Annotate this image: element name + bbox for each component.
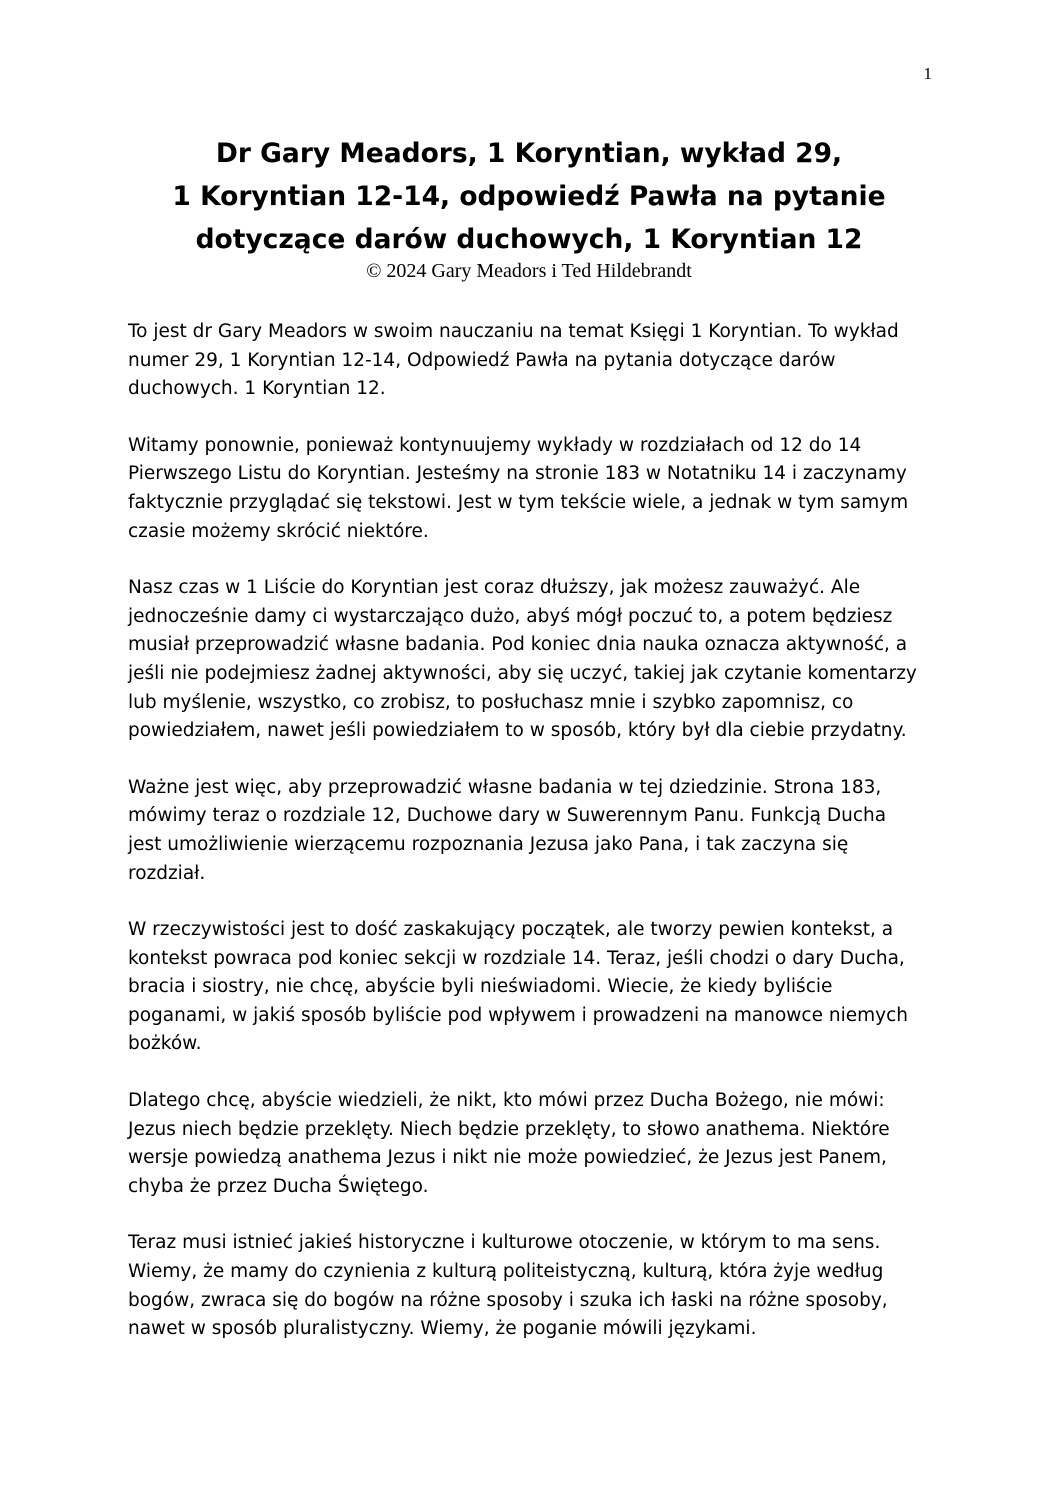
text-line: To jest dr Gary Meadors w swoim nauczaniu na temat Księgi 1 Koryntian. To wykład bbox=[128, 321, 899, 342]
text-line: bogów, zwraca się do bogów na różne sposoby i szuka ich łaski na różne sposoby, bbox=[128, 1289, 888, 1311]
text-line: Jezus niech będzie przeklęty. Niech będzie przeklęty, to słowo anathema. Niektóre bbox=[128, 1118, 890, 1140]
text-line: poganami, w jakiś sposób byliście pod wpływem i prowadzeni na manowce niemych bbox=[128, 1004, 908, 1026]
paragraph bbox=[128, 432, 928, 546]
paragraph bbox=[128, 774, 928, 888]
text-line: Wiemy, że mamy do czynienia z kulturą politeistyczną, kulturą, która żyje według bbox=[128, 1261, 884, 1283]
text-line: Nasz czas w 1 Liście do Koryntian jest coraz dłuższy, jak możesz zauważyć. Ale bbox=[128, 577, 861, 599]
document-title bbox=[100, 132, 958, 283]
text-line: mówimy teraz o rozdziale 12, Duchowe dary w Suwerennym Panu. Funkcją Ducha bbox=[128, 805, 887, 827]
text-line: Ważne jest więc, aby przeprowadzić własne badania w tej dziedzinie. Strona 183, bbox=[128, 776, 882, 798]
text-line: musiał przeprowadzić własne badania. Pod koniec dnia nauka oznacza aktywność, a bbox=[128, 634, 908, 656]
page-number: 1 bbox=[923, 64, 932, 83]
title-line: 1 Koryntian 12-14, odpowiedź Pawła na pytanie bbox=[172, 181, 886, 212]
paragraph bbox=[128, 916, 928, 1059]
text-line: numer 29, 1 Koryntian 12-14, Odpowiedź Pawła na pytania dotyczące darów bbox=[128, 349, 836, 371]
text-line: chyba że przez Ducha Świętego. bbox=[128, 1175, 429, 1197]
paragraph bbox=[128, 574, 928, 746]
paragraph bbox=[128, 318, 928, 404]
text-line: Dlatego chcę, abyście wiedzieli, że nikt, kto mówi przez Ducha Bożego, nie mówi: bbox=[128, 1090, 885, 1112]
paragraph bbox=[128, 1229, 928, 1343]
body-text bbox=[128, 318, 928, 1372]
text-line: kontekst powraca pod koniec sekcji w rozdziale 14. Teraz, jeśli chodzi o dary Ducha, bbox=[128, 947, 905, 969]
text-line: rozdział. bbox=[128, 862, 206, 884]
paragraph bbox=[128, 1087, 928, 1201]
text-line: czasie możemy skrócić niektóre. bbox=[128, 520, 429, 542]
text-line: lub myślenie, wszystko, co zrobisz, to posłuchasz mnie i szybko zapomnisz, co bbox=[128, 691, 854, 713]
text-line: W rzeczywistości jest to dość zaskakujący początek, ale tworzy pewien kontekst, a bbox=[128, 919, 894, 941]
text-line: faktycznie przyglądać się tekstowi. Jest w tym tekście wiele, a jednak w tym samym bbox=[128, 491, 909, 513]
text-line: Teraz musi istnieć jakieś historyczne i kulturowe otoczenie, w którym to ma sens. bbox=[128, 1232, 881, 1254]
text-line: Pierwszego Listu do Koryntian. Jesteśmy na stronie 183 w Notatniku 14 i zaczynamy bbox=[128, 463, 907, 485]
text-line: jeśli nie podejmiesz żadnej aktywności, aby się uczyć, takiej jak czytanie komentarzy bbox=[128, 662, 917, 684]
text-line: nawet w sposób pluralistyczny. Wiemy, że poganie mówili językami. bbox=[128, 1318, 757, 1340]
text-line: wersje powiedzą anathema Jezus i nikt nie może powiedzieć, że Jezus jest Panem, bbox=[128, 1147, 887, 1169]
text-line: duchowych. 1 Koryntian 12. bbox=[128, 378, 386, 400]
text-line: jest umożliwienie wierzącemu rozpoznania Jezusa jako Pana, i tak zaczyna się bbox=[128, 833, 849, 855]
text-line: bożków. bbox=[128, 1033, 202, 1055]
copyright-notice: © 2024 Gary Meadors i Ted Hildebrandt bbox=[366, 260, 692, 282]
title-line: Dr Gary Meadors, 1 Koryntian, wykład 29, bbox=[215, 138, 843, 169]
text-line: jednocześnie damy ci wystarczająco dużo, abyś mógł poczuć to, a potem będziesz bbox=[128, 605, 893, 627]
text-line: powiedziałem, nawet jeśli powiedziałem to w sposób, który był dla ciebie przydatny. bbox=[128, 720, 907, 742]
text-line: bracia i siostry, nie chcę, abyście byli nieświadomi. Wiecie, że kiedy byliście bbox=[128, 976, 833, 998]
title-line: dotyczące darów duchowych, 1 Koryntian 12 bbox=[195, 224, 863, 255]
text-line: Witamy ponownie, ponieważ kontynuujemy wykłady w rozdziałach od 12 do 14 bbox=[128, 434, 862, 456]
